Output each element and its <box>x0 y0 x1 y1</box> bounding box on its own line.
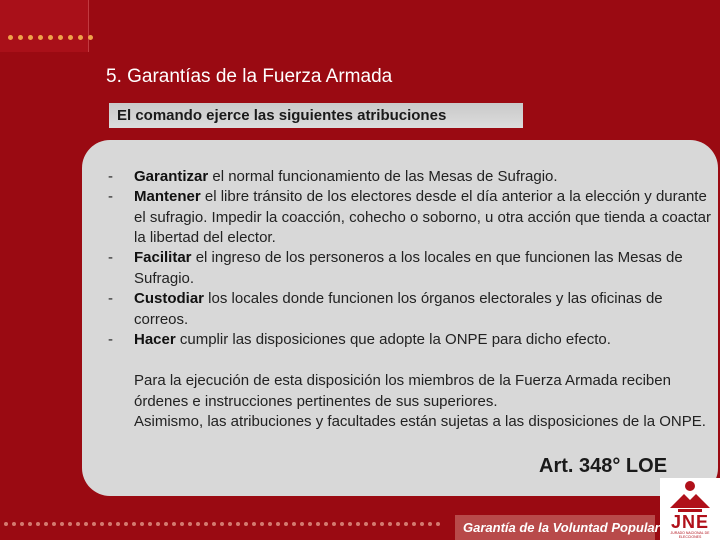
list-dash: - <box>108 168 113 185</box>
footer-tagline: Garantía de la Voluntad Popular <box>463 520 660 535</box>
article-reference: Art. 348° LOE <box>539 455 668 477</box>
list-item-keyword: Custodiar <box>134 290 205 307</box>
list-item-keyword: Mantener <box>134 188 201 205</box>
list-item <box>134 289 712 330</box>
list-dash: - <box>108 249 113 266</box>
decorative-dots-top <box>8 35 93 40</box>
list-item-keyword: Facilitar <box>134 249 192 266</box>
slide-subtitle: El comando ejerce las siguientes atribuciones <box>117 107 447 124</box>
list-item <box>134 330 712 351</box>
list-item-keyword: Garantizar <box>134 168 209 185</box>
logo-subtext: JURADO NACIONAL DE ELECCIONES <box>670 531 710 539</box>
list-item-text: el ingreso de los personeros a los locales en que funcionen las Mesas de Sufragio. <box>134 249 683 287</box>
body-paragraph: Para la ejecución de esta disposición los miembros de la Fuerza Armada reciben órdenes e instrucciones pertinentes de sus superiores. <box>134 372 671 410</box>
list-item-text: el normal funcionamiento de las Mesas de Sufragio. <box>208 168 558 185</box>
logo-text: JNE <box>670 512 709 532</box>
list-dash: - <box>108 290 113 307</box>
list-item-keyword: Hacer <box>134 331 176 348</box>
list-item-text: el libre tránsito de los electores desde el día anterior a la elección y durante el sufragio. Impedir la coacción, cohecho o soborno, u otra acción que tienda a coactar la libertad del elector. <box>134 188 712 246</box>
slide-title: 5. Garantías de la Fuerza Armada <box>106 66 393 87</box>
list-item <box>134 167 712 188</box>
body-paragraph: Asimismo, las atribuciones y facultades están sujetas a las disposiciones de la ONPE. <box>134 413 706 430</box>
list-item-text: cumplir las disposiciones que adopte la ONPE para dicho efecto. <box>175 331 611 348</box>
list-item <box>134 187 712 249</box>
logo-figure-icon <box>660 478 720 514</box>
list-dash: - <box>108 331 113 348</box>
list-dash: - <box>108 188 113 205</box>
header-decoration <box>0 0 89 52</box>
jne-logo <box>660 478 720 540</box>
list-item <box>134 248 712 289</box>
list-item-text: los locales donde funcionen los órganos electorales y las oficinas de correos. <box>134 290 663 328</box>
decorative-dots-bottom <box>4 522 440 526</box>
